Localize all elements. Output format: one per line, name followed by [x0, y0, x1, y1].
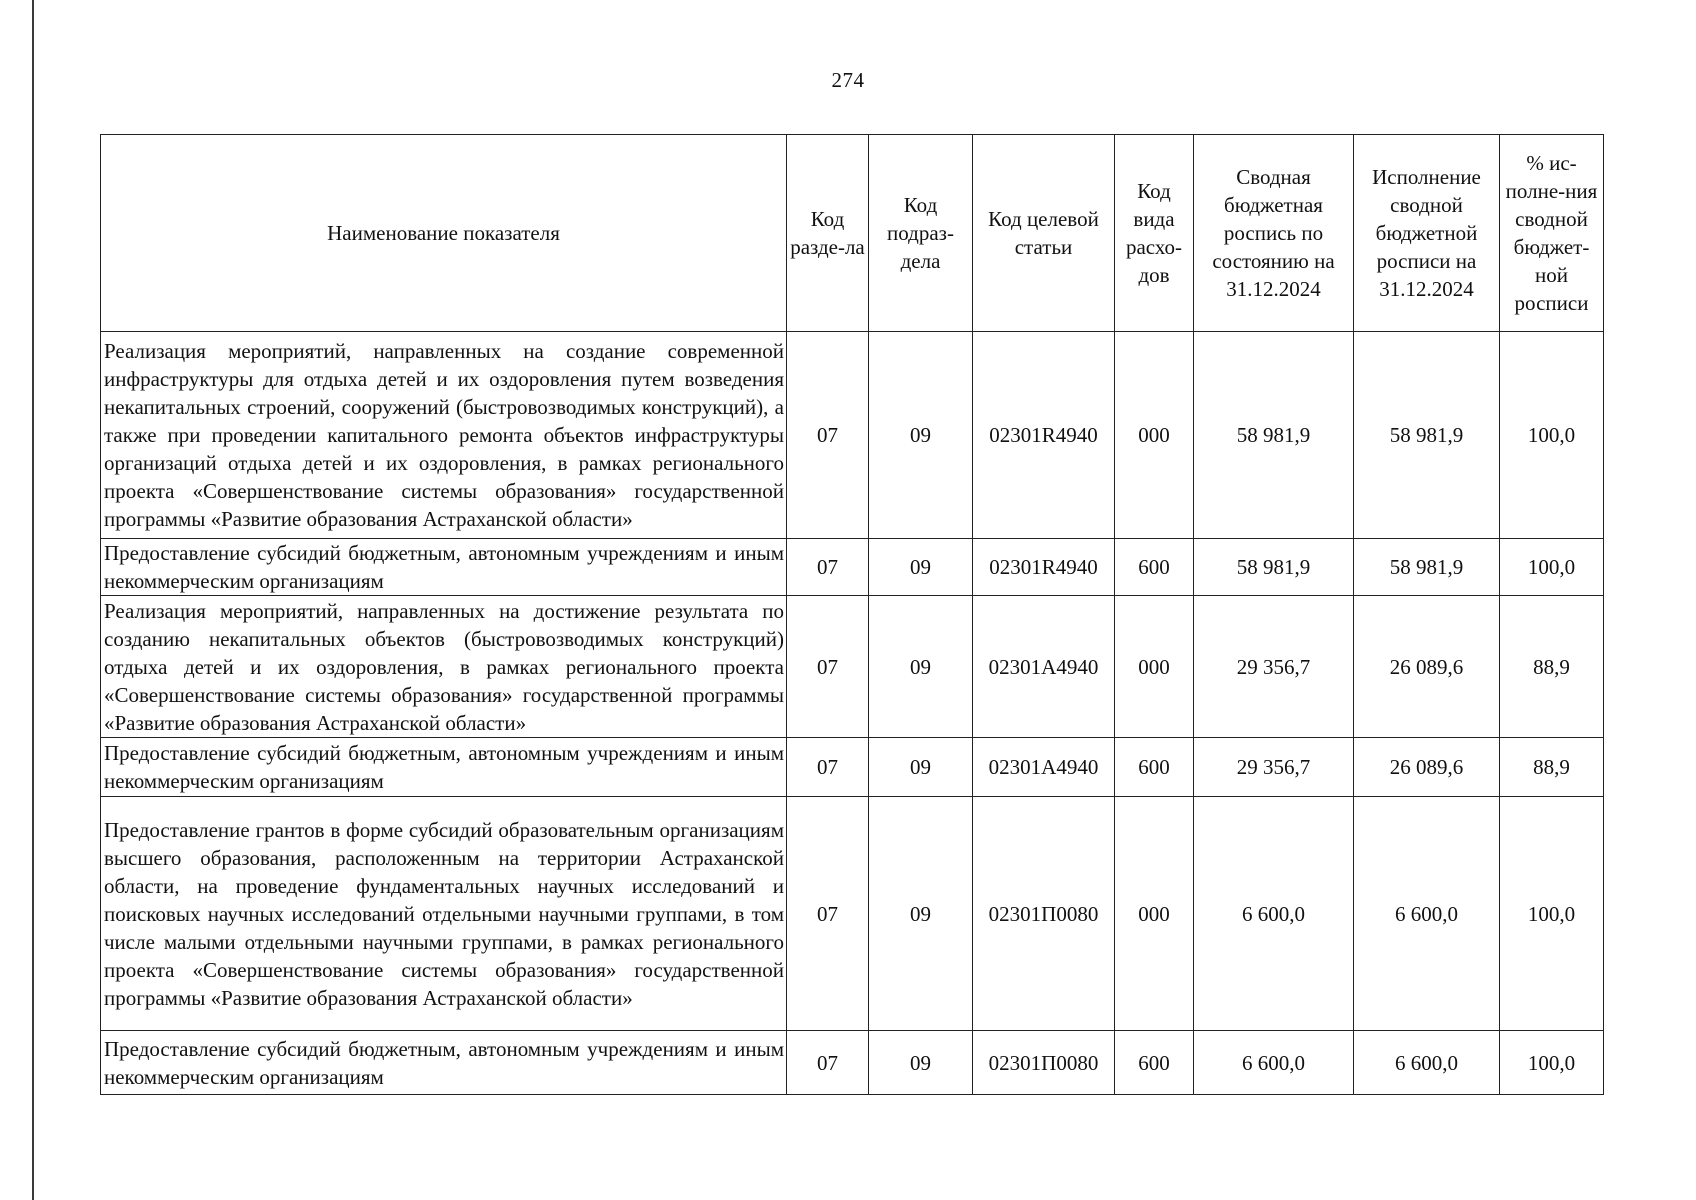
row-target-article-code: 02301A4940	[973, 738, 1115, 797]
row-budget-execution: 26 089,6	[1354, 738, 1500, 797]
row-expense-type-code: 600	[1115, 1031, 1194, 1095]
header-section-code: Код разде-ла	[787, 135, 869, 332]
header-execution-percent: % ис-полне-ния сводной бюджет-ной росписи	[1500, 135, 1604, 332]
row-expense-type-code: 000	[1115, 797, 1194, 1031]
header-budget-execution: Исполнение сводной бюджетной росписи на 31.12.2024	[1354, 135, 1500, 332]
row-target-article-code: 02301A4940	[973, 596, 1115, 738]
header-subsection-code: Код подраз-дела	[869, 135, 973, 332]
row-budget-execution: 58 981,9	[1354, 332, 1500, 539]
row-subsection-code: 09	[869, 1031, 973, 1095]
row-subsection-code: 09	[869, 332, 973, 539]
row-subsection-code: 09	[869, 596, 973, 738]
row-expense-type-code: 000	[1115, 596, 1194, 738]
row-subsection-code: 09	[869, 539, 973, 596]
row-subsection-code: 09	[869, 738, 973, 797]
row-budget-plan: 6 600,0	[1194, 797, 1354, 1031]
row-budget-plan: 58 981,9	[1194, 332, 1354, 539]
row-section-code: 07	[787, 797, 869, 1031]
table-row	[101, 1031, 1604, 1095]
row-section-code: 07	[787, 539, 869, 596]
header-target-article-code: Код целевой статьи	[973, 135, 1115, 332]
table-row	[101, 539, 1604, 596]
page-number: 274	[831, 68, 865, 92]
row-budget-plan: 29 356,7	[1194, 596, 1354, 738]
row-budget-execution: 6 600,0	[1354, 1031, 1500, 1095]
row-expense-type-code: 600	[1115, 738, 1194, 797]
row-target-article-code: 02301П0080	[973, 1031, 1115, 1095]
row-budget-plan: 6 600,0	[1194, 1031, 1354, 1095]
row-name: Предоставление субсидий бюджетным, автономным учреждениям и иным некоммерческим организациям	[101, 1031, 787, 1095]
header-name: Наименование показателя	[101, 135, 787, 332]
header-budget-plan: Сводная бюджетная роспись по состоянию на 31.12.2024	[1194, 135, 1354, 332]
row-budget-plan: 58 981,9	[1194, 539, 1354, 596]
row-section-code: 07	[787, 332, 869, 539]
row-target-article-code: 02301R4940	[973, 332, 1115, 539]
row-expense-type-code: 000	[1115, 332, 1194, 539]
row-section-code: 07	[787, 1031, 869, 1095]
row-subsection-code: 09	[869, 797, 973, 1031]
row-budget-execution: 58 981,9	[1354, 539, 1500, 596]
row-name: Реализация мероприятий, направленных на создание современной инфраструктуры для отдыха детей и их оздоровления путем возведения некапитальных строений, сооружений (быстровозводимых конструкций), а также при проведении капитального ремонта объектов инфраструктуры организаций отдыха детей и их оздоровления, в рамках регионального проекта «Совершенствование системы образования» государственной программы «Развитие образования Астраханской области»	[101, 332, 787, 539]
row-execution-percent: 88,9	[1500, 596, 1604, 738]
row-budget-execution: 6 600,0	[1354, 797, 1500, 1031]
row-target-article-code: 02301R4940	[973, 539, 1115, 596]
row-execution-percent: 100,0	[1500, 539, 1604, 596]
row-target-article-code: 02301П0080	[973, 797, 1115, 1031]
row-name: Предоставление грантов в форме субсидий образовательным организациям высшего образования, расположенным на территории Астраханской области, на проведение фундаментальных научных исследований и поисковых научных исследований отдельными научными группами, в том числе малыми отдельными научными группами, в рамках регионального проекта «Совершенствование системы образования» государственной программы «Развитие образования Астраханской области»	[101, 797, 787, 1031]
row-budget-execution: 26 089,6	[1354, 596, 1500, 738]
header-expense-type-code: Код вида расхо-дов	[1115, 135, 1194, 332]
row-name: Реализация мероприятий, направленных на достижение результата по созданию некапитальных объектов (быстровозводимых конструкций) отдыха детей и их оздоровления, в рамках регионального проекта «Совершенствование системы образования» государственной программы «Развитие образования Астраханской области»	[101, 596, 787, 738]
table-row	[101, 596, 1604, 738]
table-header-row	[101, 135, 1604, 332]
row-name: Предоставление субсидий бюджетным, автономным учреждениям и иным некоммерческим организациям	[101, 738, 787, 797]
row-execution-percent: 100,0	[1500, 332, 1604, 539]
binding-edge-line	[32, 0, 34, 1200]
table-row	[101, 332, 1604, 539]
row-section-code: 07	[787, 596, 869, 738]
row-execution-percent: 100,0	[1500, 797, 1604, 1031]
budget-execution-table	[100, 134, 1604, 1095]
row-name: Предоставление субсидий бюджетным, автономным учреждениям и иным некоммерческим организациям	[101, 539, 787, 596]
table-row	[101, 797, 1604, 1031]
row-budget-plan: 29 356,7	[1194, 738, 1354, 797]
row-section-code: 07	[787, 738, 869, 797]
row-execution-percent: 100,0	[1500, 1031, 1604, 1095]
table-row	[101, 738, 1604, 797]
row-execution-percent: 88,9	[1500, 738, 1604, 797]
row-expense-type-code: 600	[1115, 539, 1194, 596]
